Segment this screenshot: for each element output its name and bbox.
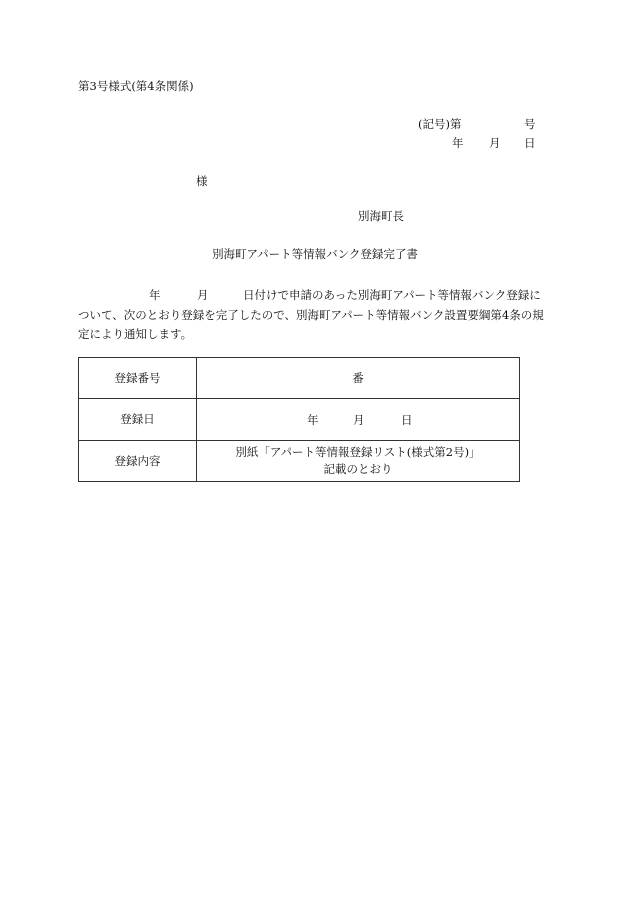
body-line-1	[78, 286, 553, 306]
registration-date-year: 年	[307, 413, 319, 427]
body-month: 月	[197, 288, 209, 302]
table-row	[79, 399, 520, 441]
registration-content-value	[197, 441, 520, 482]
body-line-2	[78, 306, 553, 326]
document-title: 別海町アパート等情報バンク登録完了書	[212, 247, 418, 261]
issue-date-year: 年	[452, 136, 464, 150]
table-row	[79, 441, 520, 482]
registration-date-label: 登録日	[79, 399, 197, 441]
registration-content-label: 登録内容	[79, 441, 197, 482]
registration-table	[78, 357, 520, 482]
registration-number-value: 番	[197, 358, 520, 399]
registration-date-value	[197, 399, 520, 441]
registration-number-label: 登録番号	[79, 358, 197, 399]
body-year: 年	[149, 288, 161, 302]
body-paragraph	[78, 286, 553, 345]
form-number-label: 第3号様式(第4条関係)	[78, 79, 194, 93]
sender-name: 別海町長	[358, 209, 404, 223]
issue-date-month: 月	[489, 136, 501, 150]
body-line-3	[78, 325, 553, 345]
body-line-3-text: 定により通知します。	[78, 327, 193, 341]
registration-content-line-1: 別紙「アパート等情報登録リスト(様式第2号)」	[235, 445, 481, 459]
registration-date-month: 月	[353, 413, 365, 427]
body-line-2-text: ついて、次のとおり登録を完了したので、別海町アパート等情報バンク設置要綱第4条の規	[78, 307, 544, 322]
reference-number	[418, 119, 538, 133]
issue-date-day: 日	[524, 136, 536, 150]
registration-date-day: 日	[401, 413, 413, 427]
issue-date	[452, 138, 542, 152]
registration-content-line-2: 記載のとおり	[323, 462, 393, 476]
table-row	[79, 358, 520, 399]
body-line-1-tail: 日付けで申請のあった別海町アパート等情報バンク登録に	[243, 288, 541, 302]
addressee-honorific: 様	[196, 174, 208, 188]
reference-prefix: (記号)第	[418, 117, 462, 131]
reference-suffix: 号	[524, 117, 536, 131]
